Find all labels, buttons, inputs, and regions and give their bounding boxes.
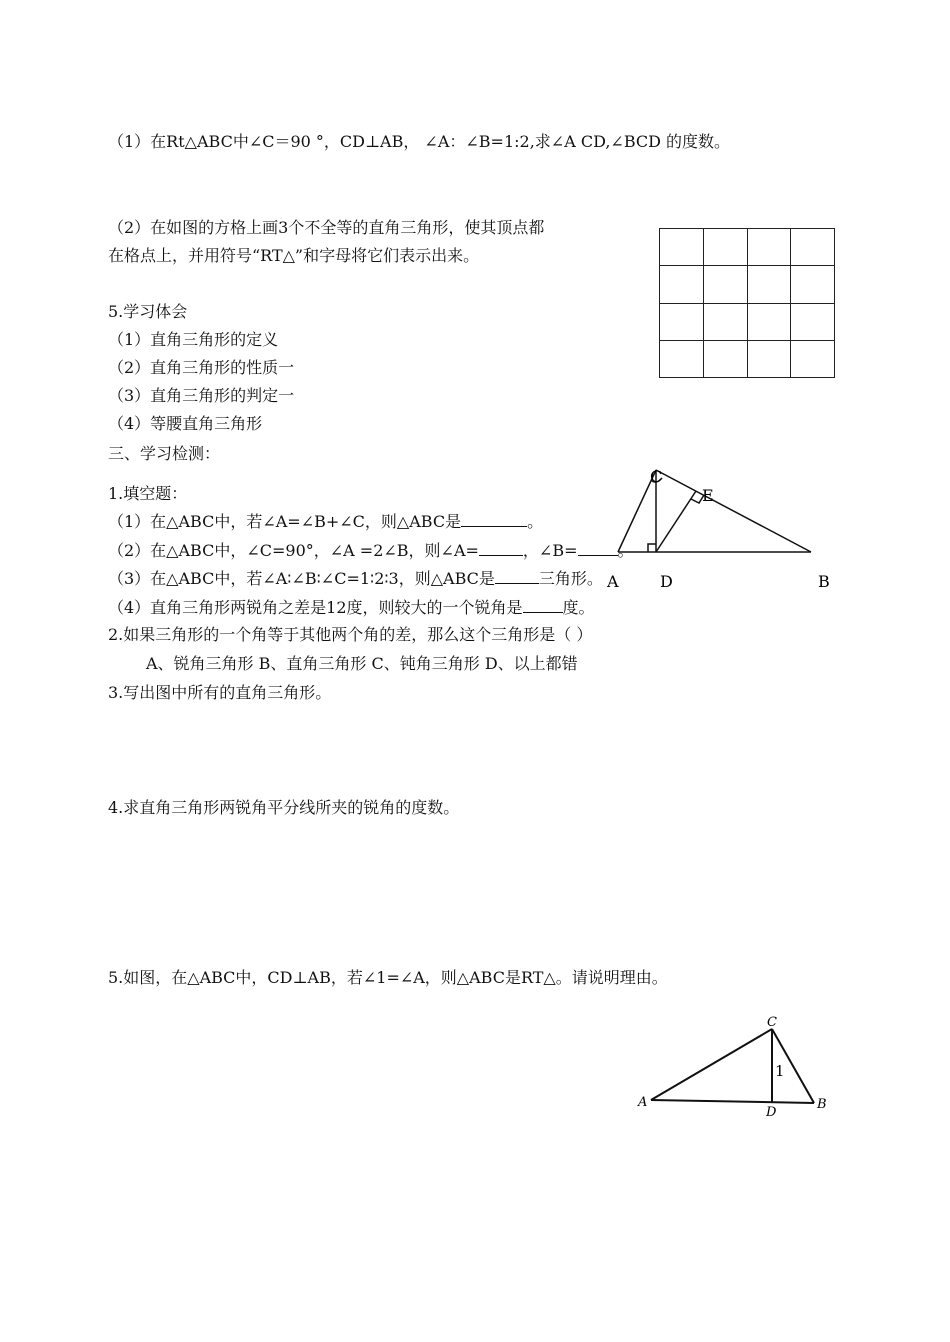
- fill-q1-text: （1）在△ABC中，若∠A=∠B+∠C，则△ABC是: [108, 512, 462, 531]
- answer-blank[interactable]: [479, 541, 523, 556]
- fill-q2-text: （2）在△ABC中，∠C=90°，∠A =2∠B，则∠A=: [108, 541, 479, 560]
- question-2: 2.如果三角形的一个角等于其他两个角的差，那么这个三角形是（ ）: [108, 625, 593, 644]
- label-c: C: [767, 1015, 777, 1030]
- question-3: 3.写出图中所有的直角三角形。: [108, 683, 332, 702]
- grid-cell: [703, 303, 747, 340]
- summary-item: （4）等腰直角三角形: [108, 414, 263, 433]
- label-b: B: [818, 572, 830, 591]
- summary-item: （1）直角三角形的定义: [108, 330, 279, 349]
- fill-q4-end: 度。: [562, 598, 595, 617]
- right-angle-mark-d: [648, 544, 656, 552]
- label-e: E: [702, 486, 714, 505]
- label-a: A: [607, 572, 619, 591]
- answer-blank[interactable]: [523, 598, 563, 613]
- question-2-line2: 在格点上，并用符号“RT△”和字母将它们表示出来。: [108, 246, 480, 265]
- grid-cell: [791, 266, 835, 303]
- grid-cell: [660, 303, 704, 340]
- question-2-line1: （2）在如图的方格上画3个不全等的直角三角形，使其顶点都: [108, 218, 545, 237]
- grid-cell: [660, 340, 704, 377]
- grid-cell: [703, 340, 747, 377]
- summary-title: 5.学习体会: [108, 302, 188, 321]
- label-d: D: [766, 1105, 777, 1120]
- fill-title: 1.填空题：: [108, 484, 188, 503]
- summary-item: （3）直角三角形的判定一: [108, 386, 295, 405]
- fill-q4-text: （4）直角三角形两锐角之差是12度，则较大的一个锐角是: [108, 598, 523, 617]
- section-3-title: 三、学习检测：: [108, 444, 221, 463]
- grid-cell: [747, 229, 791, 266]
- question-5: 5.如图，在△ABC中，CD⊥AB，若∠1=∠A，则△ABC是RT△。请说明理由。: [108, 968, 668, 987]
- label-c: C: [650, 467, 663, 486]
- grid-cell: [747, 266, 791, 303]
- side-cb: [656, 470, 811, 552]
- grid-cell: [747, 303, 791, 340]
- fill-q2-end: 。: [617, 541, 634, 560]
- fill-question-3: [108, 569, 603, 589]
- grid-cell: [660, 229, 704, 266]
- fill-question-1: [108, 512, 543, 532]
- grid-cell: [703, 229, 747, 266]
- grid-cell: [703, 266, 747, 303]
- side-ac: [651, 1029, 772, 1100]
- label-d: D: [660, 572, 673, 591]
- question-1: （1）在Rt△ABC中∠C＝90 °，CD⊥AB， ∠A：∠B=1:2,求∠A CD,∠BCD 的度数。: [108, 132, 731, 151]
- fill-q1-end: 。: [527, 512, 544, 531]
- angle-label-1: 1: [775, 1062, 785, 1080]
- grid-cell: [747, 340, 791, 377]
- grid-cell: [791, 229, 835, 266]
- fill-q3-text: （3）在△ABC中，若∠A∶∠B∶∠C=1∶2∶3，则△ABC是: [108, 569, 495, 588]
- figure-triangle-1: [590, 460, 850, 600]
- question-2-options: A、锐角三角形 B、直角三角形 C、钝角三角形 D、以上都错: [146, 654, 578, 673]
- segment-de: [656, 491, 696, 552]
- side-ab: [651, 1100, 814, 1103]
- question-4: 4.求直角三角形两锐角平分线所夹的锐角的度数。: [108, 798, 460, 817]
- answer-blank[interactable]: [495, 569, 539, 584]
- grid-cell: [791, 303, 835, 340]
- answer-blank[interactable]: [461, 512, 527, 527]
- grid-cell: [660, 266, 704, 303]
- figure-triangle-2: [630, 1010, 840, 1120]
- fill-question-2: [108, 541, 634, 561]
- fill-question-4: [108, 598, 595, 618]
- label-a: A: [638, 1095, 648, 1110]
- fill-q2-mid: ，∠B=: [522, 541, 578, 560]
- fill-q3-end: 三角形。: [538, 569, 603, 588]
- grid-cell: [791, 340, 835, 377]
- square-grid: [659, 228, 835, 378]
- label-b: B: [817, 1097, 827, 1112]
- summary-item: （2）直角三角形的性质一: [108, 358, 295, 377]
